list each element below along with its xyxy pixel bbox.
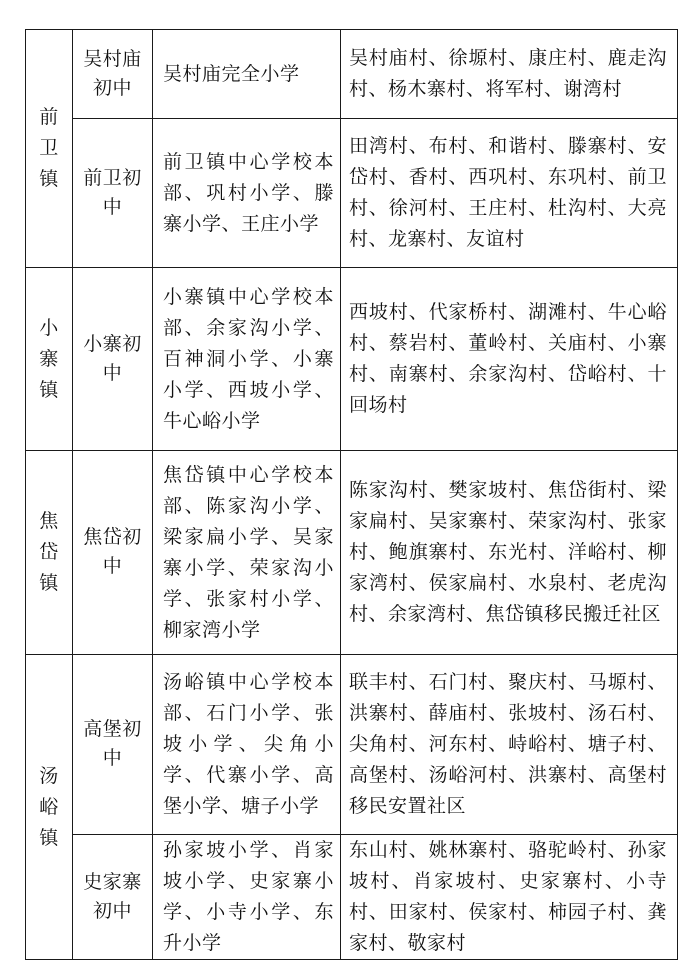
primary-schools-cell — [153, 835, 341, 960]
table-row — [26, 451, 678, 655]
middle-school-name: 吴村庙初中 — [83, 47, 142, 99]
middle-school-name: 小寨初中 — [83, 332, 142, 384]
villages-cell — [341, 119, 678, 268]
villages-text: 田湾村、布村、和谐村、滕寨村、安岱村、香村、西巩村、东巩村、前卫村、徐河村、王庄村、杜沟村、大亮村、龙寨村、友谊村 — [349, 135, 667, 250]
middle-school-cell — [73, 835, 153, 960]
villages-text: 吴村庙村、徐塬村、康庄村、鹿走沟村、杨木寨村、将军村、谢湾村 — [349, 47, 667, 100]
middle-school-cell — [73, 119, 153, 268]
primary-schools-text: 前卫镇中心学校本部、巩村小学、滕寨小学、王庄小学 — [163, 150, 334, 235]
table-row — [26, 655, 678, 835]
table-row — [26, 30, 678, 119]
primary-schools-text: 汤峪镇中心学校本部、石门小学、张坡小学、尖角小学、代寨小学、高堡小学、塘子小学 — [163, 671, 334, 817]
villages-cell — [341, 451, 678, 655]
primary-schools-text: 孙家坡小学、肖家坡小学、史家寨小学、小寺小学、东升小学 — [163, 839, 334, 954]
middle-school-cell — [73, 268, 153, 451]
primary-schools-cell — [153, 655, 341, 835]
middle-school-name: 前卫初中 — [83, 166, 142, 218]
middle-school-name: 高堡初中 — [83, 718, 142, 769]
middle-school-name: 史家寨初中 — [83, 870, 142, 922]
primary-schools-cell — [153, 451, 341, 655]
town-cell — [26, 451, 73, 655]
school-district-table — [25, 29, 678, 960]
primary-schools-cell — [153, 268, 341, 451]
town-cell — [26, 30, 73, 268]
villages-text: 东山村、姚林寨村、骆驼岭村、孙家坡村、肖家坡村、史家寨村、小寺村、田家村、侯家村、柿园子村、龚家村、敬家村 — [349, 839, 667, 954]
town-name: 小寨镇 — [39, 316, 59, 401]
middle-school-cell — [73, 30, 153, 119]
primary-schools-text: 焦岱镇中心学校本部、陈家沟小学、梁家扁小学、吴家寨小学、荣家沟小学、张家村小学、柳家湾小学 — [163, 463, 334, 641]
table-row — [26, 835, 678, 960]
town-name: 前卫镇 — [39, 106, 59, 190]
villages-text: 西坡村、代家桥村、湖滩村、牛心峪村、蔡岩村、董岭村、关庙村、小寨村、南寨村、余家沟村、岱峪村、十回场村 — [349, 301, 667, 416]
primary-schools-text: 小寨镇中心学校本部、余家沟小学、百神洞小学、小寨小学、西坡小学、牛心峪小学 — [163, 285, 334, 432]
villages-cell — [341, 655, 678, 835]
villages-cell — [341, 30, 678, 119]
middle-school-name: 焦岱初中 — [83, 526, 142, 577]
table-row — [26, 119, 678, 268]
middle-school-cell — [73, 655, 153, 835]
town-cell — [26, 268, 73, 451]
town-name: 汤峪镇 — [39, 764, 59, 849]
villages-cell — [341, 835, 678, 960]
villages-text: 陈家沟村、樊家坡村、焦岱街村、梁家扁村、吴家寨村、荣家沟村、张家村、鲍旗寨村、东光村、洋峪村、柳家湾村、侯家扁村、水泉村、老虎沟村、余家湾村、焦岱镇移民搬迁社区 — [349, 479, 667, 625]
villages-text: 联丰村、石门村、聚庆村、马塬村、洪寨村、薛庙村、张坡村、汤石村、尖角村、河东村、峙峪村、塘子村、高堡村、汤峪河村、洪寨村、高堡村移民安置社区 — [349, 671, 667, 817]
table-row — [26, 268, 678, 451]
town-name: 焦岱镇 — [39, 510, 59, 594]
primary-schools-text: 吴村庙完全小学 — [163, 62, 300, 85]
primary-schools-cell — [153, 119, 341, 268]
villages-cell — [341, 268, 678, 451]
primary-schools-cell — [153, 30, 341, 119]
middle-school-cell — [73, 451, 153, 655]
town-cell — [26, 655, 73, 960]
